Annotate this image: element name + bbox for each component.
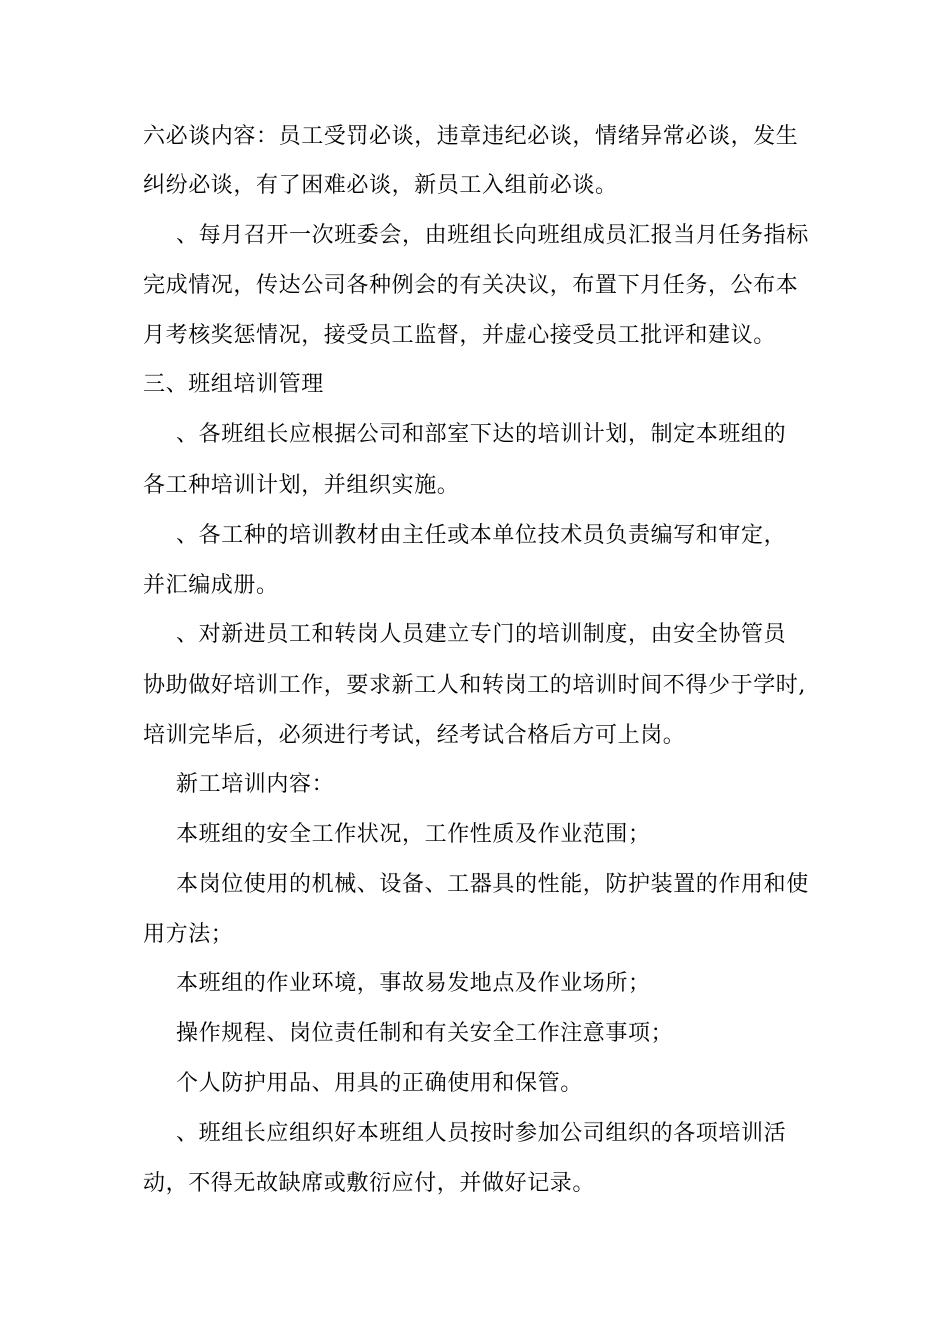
paragraph-line: 用方法； [143,922,234,947]
paragraph-line: 、每月召开一次班委会，由班组长向班组成员汇报当月任务指标 [176,223,809,248]
paragraph-line: 月考核奖惩情况，接受员工监督，并虚心接受员工批评和建议。 [143,323,776,348]
paragraph-line: 、各工种的培训教材由主任或本单位技术员负责编写和审定， [176,523,787,548]
paragraph-line: 本岗位使用的机械、设备、工器具的性能，防护装置的作用和使 [176,872,809,897]
paragraph-line: 纠纷必谈，有了困难必谈，新员工入组前必谈。 [143,173,618,198]
paragraph-line: 本班组的作业环境，事故易发地点及作业场所； [176,971,651,996]
paragraph-line: 本班组的安全工作状况，工作性质及作业范围； [176,822,651,847]
paragraph-line: 并汇编成册。 [143,573,279,598]
section-heading: 三、班组培训管理 [143,372,324,397]
paragraph-line: 个人防护用品、用具的正确使用和保管。 [176,1071,583,1096]
paragraph-line: 操作规程、岗位责任制和有关安全工作注意事项； [176,1021,674,1046]
paragraph-line: 动，不得无故缺席或敷衍应付，并做好记录。 [143,1171,596,1196]
paragraph-line: 完成情况，传达公司各种例会的有关决议，布置下月任务，公布本 [143,273,799,298]
paragraph-line: 新工培训内容： [176,772,335,797]
paragraph-line: 、对新进员工和转岗人员建立专门的培训制度，由安全协管员 [176,622,787,647]
paragraph-line: 、班组长应组织好本班组人员按时参加公司组织的各项培训活 [176,1121,787,1146]
paragraph-line: 各工种培训计划，并组织实施。 [143,473,460,498]
paragraph-line: 六必谈内容：员工受罚必谈，违章违纪必谈，情绪异常必谈，发生 [143,124,799,149]
paragraph-line: 培训完毕后，必须进行考试，经考试合格后方可上岗。 [143,723,686,748]
paragraph-line: 、各班组长应根据公司和部室下达的培训计划，制定本班组的 [176,422,787,447]
paragraph-line: 协助做好培训工作，要求新工人和转岗工的培训时间不得少于学时, [143,673,806,698]
